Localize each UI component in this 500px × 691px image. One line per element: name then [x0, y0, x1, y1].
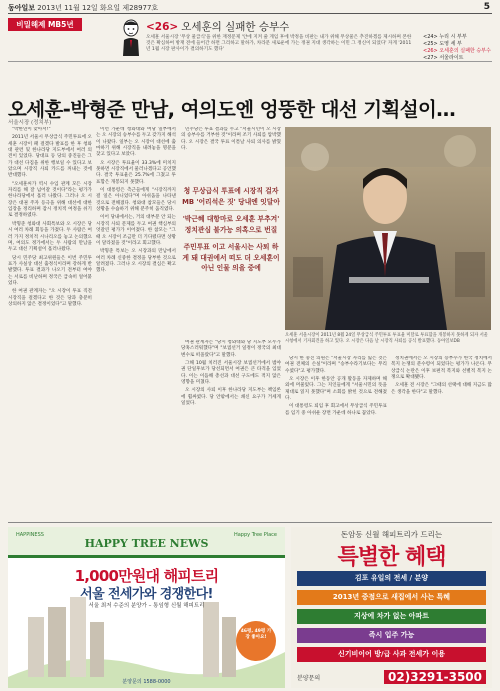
article-column-2: [96, 127, 176, 517]
article-column-1: [8, 127, 92, 517]
paragraph: 오 시장은 투표율이 33.3%에 미치지 못하면 시장직에서 물러나겠다고 공언했다. 결국 투표율은 25.7%에 그쳤고 투표함은 개봉되지 못했다.: [96, 160, 176, 185]
photo-caption: 오세훈 서울시장이 2011년 8월 24일 무상급식 주민투표 투표율 미달로 투표함을 개봉하지 못하게 되자 서울시청에서 기자회견을 하고 있다. 오 시장은 다음 날 시장직 사퇴를 공식 발표했다. 동아일보DB: [285, 333, 488, 344]
series-toc: [423, 34, 493, 62]
pull-quote-line: 주민투표 이고 서울시는 사퇴 하게 돼 대권에서 떠도 더 오세훈이 아닌 인물 의을 중에: [182, 243, 280, 272]
article-column-4: [285, 356, 387, 517]
series-badge: 비밀해제 MB5년: [8, 18, 82, 31]
series-title-text: 오세훈의 실패한 승부수: [181, 21, 290, 33]
ad-right-line1: 돈암동 신월 해피트리가 드리는: [340, 530, 443, 539]
series-title: [146, 19, 289, 34]
advertisement-left: [8, 527, 285, 688]
paragraph: 당시 민주당 최고위원들은 이번 주민투표가 사실상 대선 출정식이라며 강하게 반발했다. 투표 결과가 나오기 전부터 여야는 서로를 비난하며 정국은 급속히 얼어붙었다.: [8, 255, 92, 286]
paragraph: 박형준 특보는 오 시장과의 만남에서 여러 차례 신중한 결정을 당부한 것으로 알려졌다. 그러나 오 시장의 결심은 확고했다.: [96, 249, 176, 274]
caricature-illustration: [120, 18, 142, 56]
toc-item: <26> 오세훈의 실패한 승부수: [423, 48, 491, 54]
ad-headline-2: 서울 전세가와 경쟁한다!: [80, 587, 213, 602]
article-headline: 오세훈-박형준 만남, 여의도엔 엉뚱한 대선 기획설이…: [8, 98, 456, 121]
paragraph: 이 대통령도 퇴임 후 회고에서 무상급식 주민투표를 임기 중 아쉬운 장면 가운데 하나로 꼽았다.: [285, 404, 387, 416]
paragraph: 여권 관계자는 "당시 청와대와 당 지도부 모두가 당혹스러워했다"며 "보궐선거 일정이 정국의 최대 변수로 떠올랐다"고 말했다.: [181, 340, 281, 358]
advertisement-right: [291, 527, 492, 688]
ad-tagline: 서울 최저 수준의 분양가 – 통임형 신월 해피트리: [88, 603, 205, 609]
paragraph: "오세훈씨가 역시 수입 관계 모든 시장 자리를 해 잘 넘어갈 것이다"라는 평가가 한나라당에서 흘러 나왔다. 그러나 오 시장은 대권 주자 등극을 위해 대선에 대한 입장을 정리하며 잠시 정치적 여정을 쉬기로 결정하였다.: [8, 181, 92, 219]
paragraph: 정치권에서는 오 시장의 승부수가 한국 정치에서 복지 논쟁의 분수령이 되었다는 평가가 나온다. 무상급식 논란은 이후 보편적 복지와 선별적 복지 논쟁으로 확대됐다.: [391, 356, 492, 381]
article-column-3-top: [181, 127, 281, 183]
masthead-info: [8, 3, 158, 13]
paragraph: 이런 가운데 청와대와 여당 일부에서는 오 시장의 승부수를 두고 갖가지 해석이 나왔다. 일부는 오 시장이 대선에 출마하기 위해 시장직을 내려놓을 명분을 찾고 있다고 보았다.: [96, 127, 176, 158]
ad-headline-1: 1,000만원대 해피트리: [74, 567, 219, 585]
paragraph: "박한연이 맞아서!": [12, 127, 51, 132]
ad-phone: 02)3291-3500: [384, 670, 486, 684]
pull-quote: [181, 186, 281, 274]
ad-masthead: HAPPY TREE NEWS: [84, 537, 209, 550]
toc-item: <25> 도영 세 부: [423, 41, 462, 47]
ad-benefit-2: 2013년 중점으로 새집에서 사는 특혜: [297, 590, 486, 605]
article-column-5: [391, 356, 492, 517]
paragraph: 오 시장의 사퇴 이후 한나라당 지도부는 책임론에 휩싸였다. 당 안팎에서는 쇄신 요구가 거세게 일었다.: [181, 388, 281, 407]
ad-benefit-1: 김포 유일의 전세 / 분양: [297, 571, 486, 586]
ad-right-title: 특별한 혜택: [337, 545, 446, 570]
series-lead: 오세훈 서울시장 '무상 물급식'을 위한 재정문제 '안에 지켜 줄 게임 후에 박정을 비판는 내가 위해 무상물은 추진하겠를 제시하며 본한 것은 확심하여 방재 전에 들어간 하면 그리하고 말하가, 차라문 새로운에 가는 정권 지대 생각하는 이민 그 정신이 되었다' 자게 '2011년 1월 시장 판사이가 결의하기도 했다': [146, 35, 412, 52]
pull-quote-line: 청 무상급식 투표에 시장직 걸자 MB '어리석은 짓' 당내엔 잇달아: [182, 187, 280, 206]
section-rule: [8, 61, 492, 62]
ad-badge: 46평, 49평 가장 좋아요!: [240, 629, 272, 640]
toc-item: <27> 서울라이트: [423, 55, 464, 61]
paragraph: 그해 10월 치러진 서울시장 보궐선거에서 범야권 단일후보가 당선되면서 여권은 큰 타격을 입었다. 이는 이듬해 총선과 대선 구도에도 적지 않은 영향을 미쳤다.: [181, 361, 281, 386]
ad-sub: Happy Tree Place: [233, 532, 277, 538]
article-column-3: [181, 340, 281, 517]
issue-date: 2013년 11월 12일 화요일 제28977호: [37, 4, 159, 12]
page-number: 5: [483, 2, 490, 12]
ad-benefit-4: 즉시 입주 가능: [297, 628, 486, 643]
series-number: <26>: [146, 21, 179, 33]
paragraph: 당시 한 중진 의원은 "서울시장 자리를 잃은 것은 여권 전체의 손실"이라며 "승부수라기보다는 무리수였다"고 평가했다.: [285, 356, 387, 374]
ad-divider: [8, 522, 492, 523]
paragraph: 민주당은 투표 결과를 두고 "서울시민이 오 시장의 승부수를 거부한 것"이라며 조기 사퇴를 압박했다. 오 시장은 결국 투표 이튿날 사퇴 의사를 밝혔다.: [181, 127, 281, 152]
paragraph: 한 여권 관계자는 "오 시장이 투표 직전 시장직을 걸겠다고 한 것은 당과 충분히 상의하지 않은 결정이었다"고 말했다.: [8, 289, 92, 307]
paragraph: 오세훈 전 시장은 "그때의 선택에 대해 지금도 많은 생각을 한다"고 말했다.: [391, 383, 492, 395]
paragraph: 이어 당내에서는, 거의 대부분 안 되는 시장직 사퇴 문제를 두고 여권 핵심부의 엇갈린 평가가 이어졌다. 한 참모는 "그때 오 시장이 조금만 더 기다렸다면 상황이 달라졌을 것"이라고 회고했다.: [96, 215, 176, 246]
ad-benefit-5: 신기비이어 방/급 사과 전세가 이용: [297, 647, 486, 662]
paragraph: 오 시장은 이후 한동안 공개 활동을 자제하며 해외에 머물렀다. 그는 지인들에게 "서울시민의 뜻을 제대로 읽지 못했다"며 소회를 밝힌 것으로 전해졌다.: [285, 377, 387, 402]
top-rule: [8, 13, 492, 14]
toc-item: <24> 누리 시 부부: [423, 34, 467, 40]
ad-footer: 분양문의 1588-0000: [122, 679, 171, 685]
paragraph: 이 대통령은 측근들에게 "시장직까지 걸 일은 아니었다"며 아쉬움을 나타낸 것으로 전해졌다. 청와대 참모들은 당시 상황을 수습하기 위해 분주히 움직였다.: [96, 188, 176, 213]
paragraph: 2011년 서울시 무상급식 주민투표에 오세훈 시장이 패 걸겠다 발표를 한 후 청와대 관련 및 한나라당 지도부에서 여러 의견이 있었다. 당대표 등 당의 중진들은 그가 대선 다짐을 위한 행보일 수 있다고 보았으며 시장직 사퇴 카드를 꺼내는 것에 반대했다.: [8, 135, 92, 179]
paragraph: 박형준 청와대 사회특보와 오 시장은 당시 여러 차례 회동을 가졌다. 두 사람은 여러 가지 정치적 시나리오를 놓고 논의했으며, 여의도 정가에서는 두 사람의 만남을 두고 대선 기획설이 흘러나왔다.: [8, 221, 92, 253]
ad-small-banner: HAPPINESS: [16, 532, 44, 538]
ad-phone-label: 분양문의: [297, 675, 321, 682]
ad-benefit-3: 지상에 차가 없는 아파트: [297, 609, 486, 624]
pull-quote-line: '박근혜 대항마로 오세훈 부추겨' 정치관심 불가능 의혹으로 번질: [182, 215, 280, 234]
article-photo: [285, 127, 491, 330]
newspaper-name: 동아일보: [8, 4, 36, 12]
ad-contact: [297, 670, 486, 685]
article-byline: 서울시장 (정치부): [8, 120, 52, 126]
